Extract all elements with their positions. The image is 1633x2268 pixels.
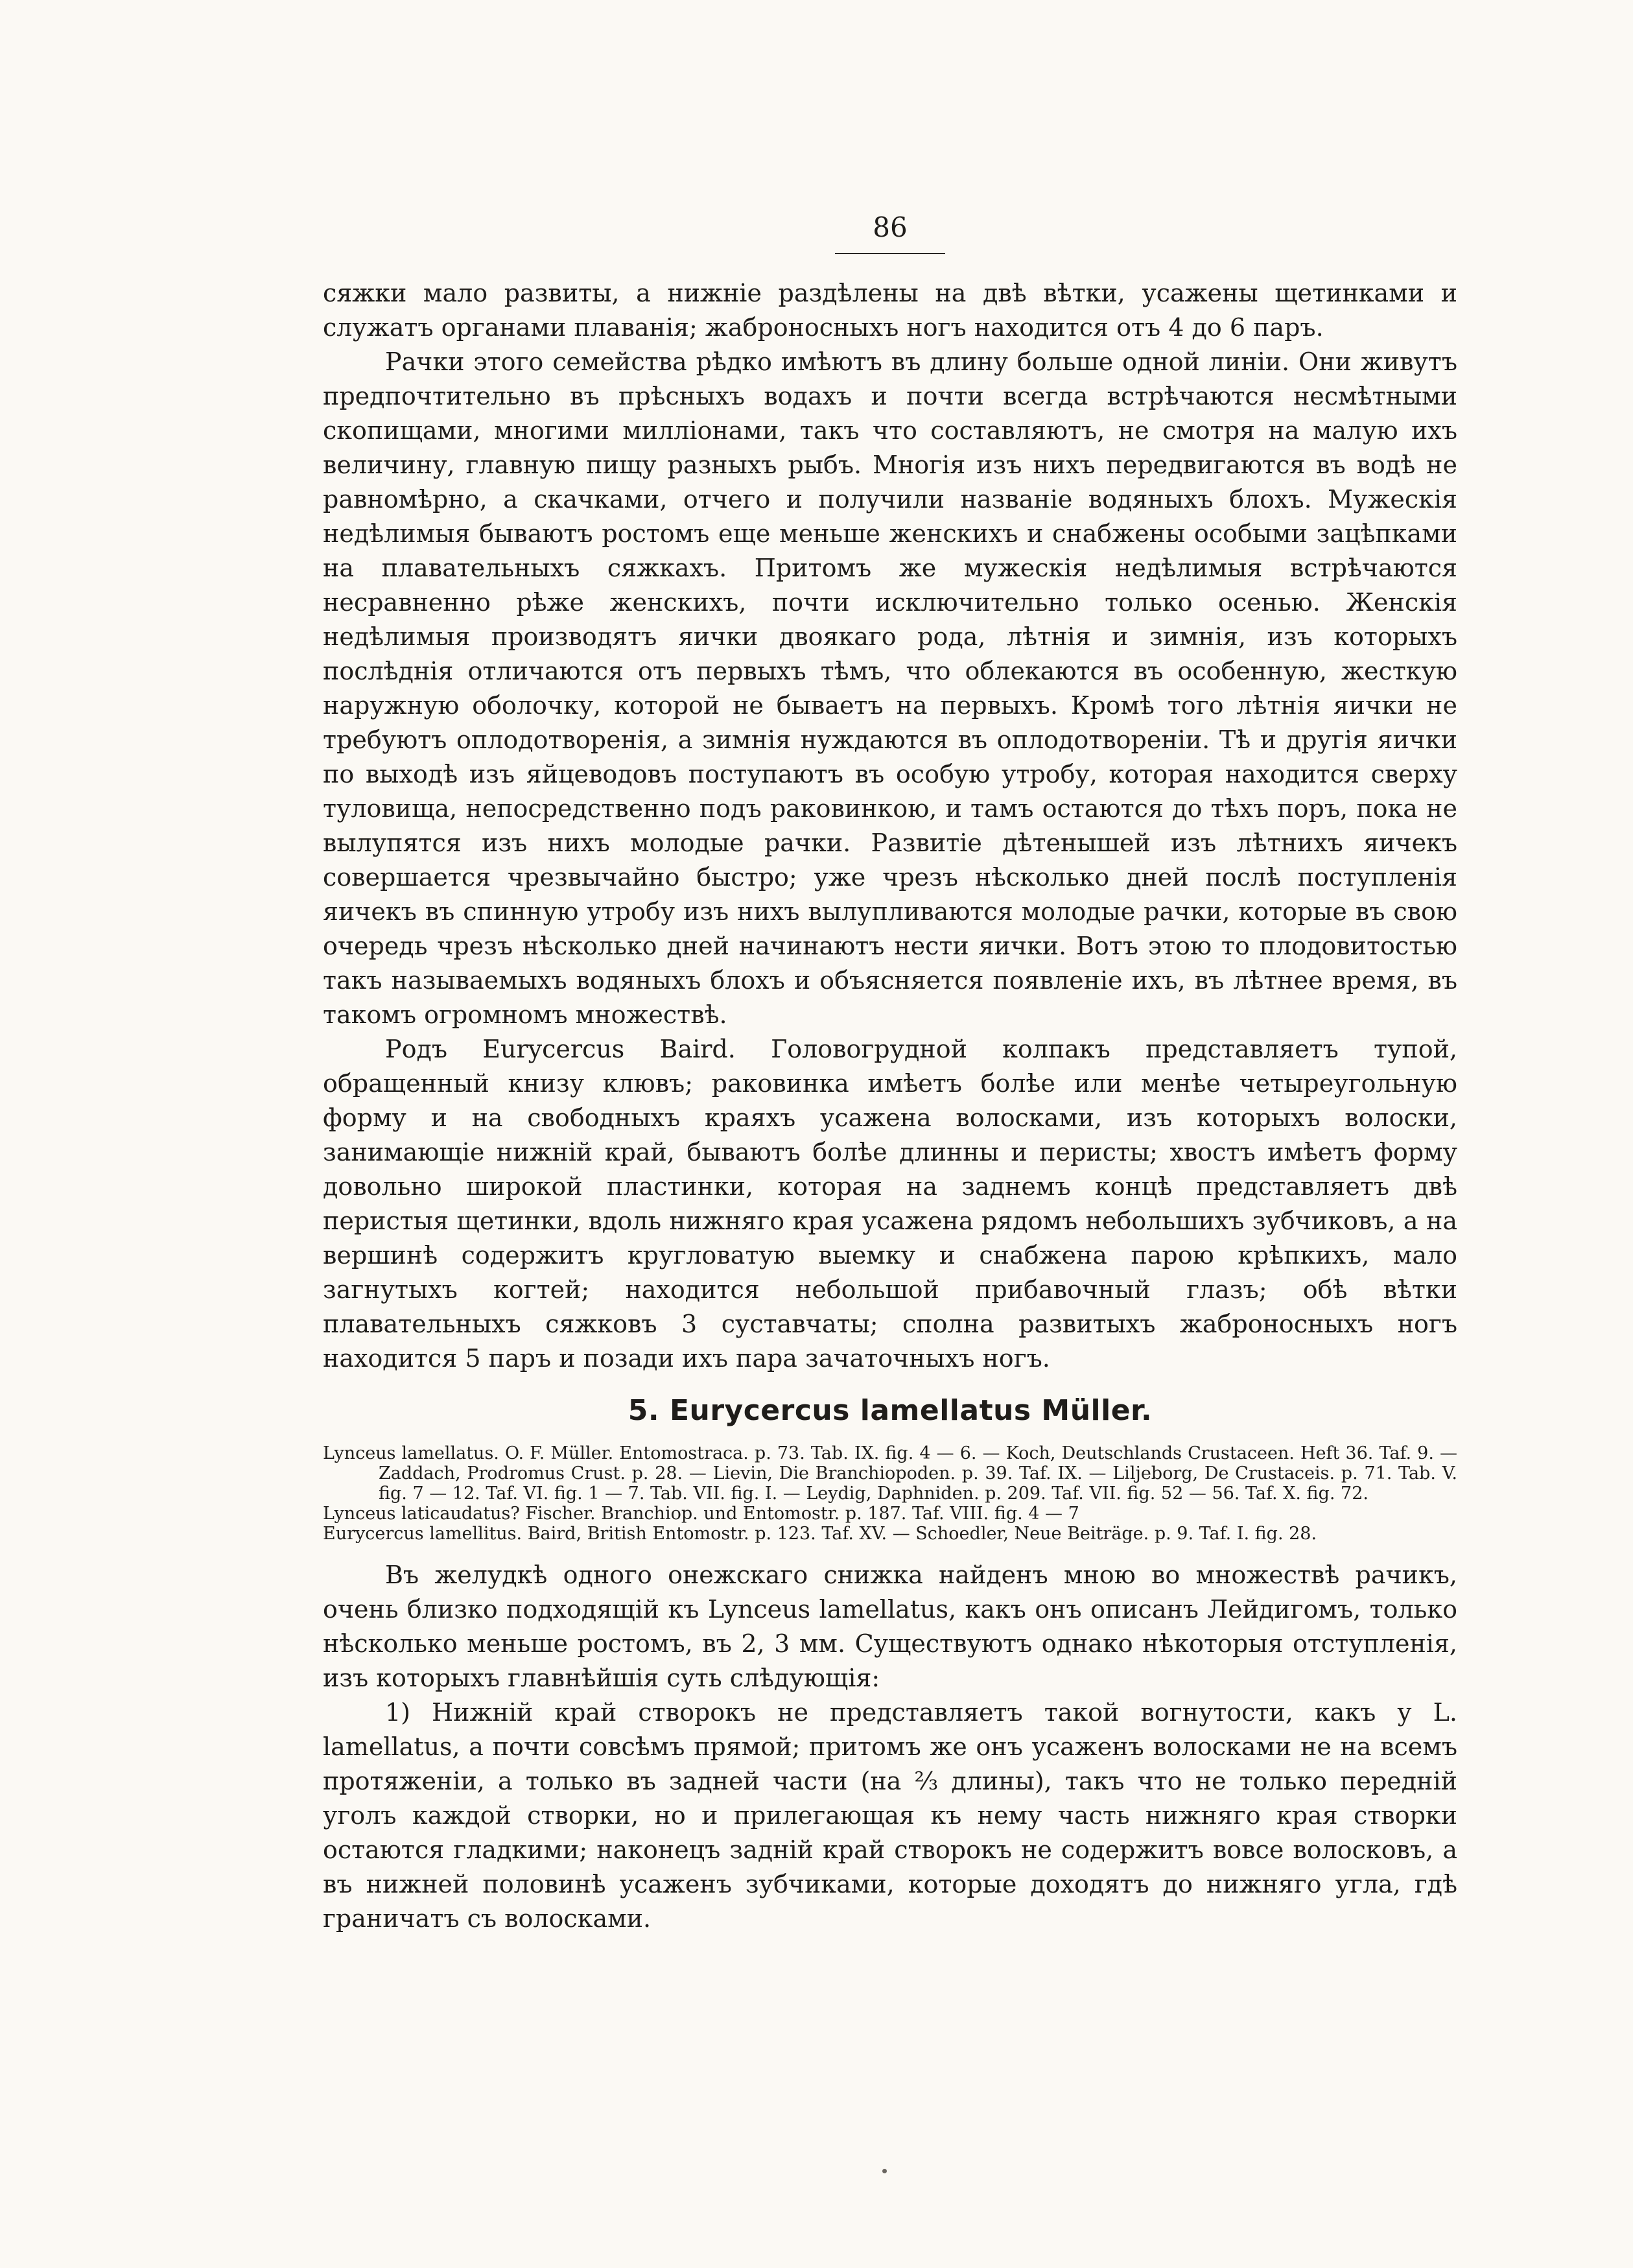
paragraph-family-description: Рачки этого семейства рѣдко имѣютъ въ длину больше одной линіи. Они живутъ предпочтительно въ прѣсныхъ водахъ и почти всегда встрѣчаются несмѣтными скопищами, многими милліонами, такъ что составляютъ, не смотря на малую ихъ величину, главную пищу разныхъ рыбъ. Многія изъ нихъ передвигаются въ водѣ не равномѣрно, а скачками, отчего и получили названіе водяныхъ блохъ. Мужескія недѣлимыя бываютъ ростомъ еще меньше женскихъ и снабжены особыми зацѣпками на плавательныхъ сяжкахъ. Притомъ же мужескія недѣлимыя встрѣчаются несравненно рѣже женскихъ, почти исключительно только осенью. Женскія недѣлимыя производятъ яички двоякаго рода, лѣтнія и зимнія, изъ которыхъ послѣднія отличаются отъ первыхъ тѣмъ, что облекаются въ особенную, жесткую наружную оболочку, которой не бываетъ на первыхъ. Кромѣ того лѣтнія яички не требуютъ оплодотворенія, а зимнія нуждаются въ оплодотвореніи. Тѣ и другія яички по выходѣ изъ яйцеводовъ поступаютъ въ особую утробу, которая находится сверху туловища, непосредственно подъ раковинкою, и тамъ остаются до тѣхъ поръ, пока не вылупятся изъ нихъ молодые рачки. Развитіе дѣтенышей изъ лѣтнихъ яичекъ совершается чрезвычайно быстро; уже чрезъ нѣсколько дней послѣ поступленія яичекъ въ спинную утробу изъ нихъ вылупливаются молодые рачки, которые въ свою очередь чрезъ нѣсколько дней начинаютъ нести яички. Вотъ этою то плодовитостью такъ называемыхъ водяныхъ блохъ и объясняется появленіе ихъ, въ лѣтнее время, въ такомъ огромномъ множествѣ.: [323, 348, 1457, 1029]
reference-entry: Lynceus lamellatus. O. F. Müller. Entomostraca. p. 73. Tab. IX. fig. 4 — 6. — Koch, Deutschlands Crustaceen. Heft 36. Taf. 9. — Zaddach, Prodromus Crust. p. 28. — Lievin, Die Branchiopoden. p. 39. Taf. IX. — Liljeborg, De Crustaceis. p. 71. Tab. V. fig. 7 — 12. Taf. VI. fig. 1 — 7. Tab. VII. fig. I. — Leydig, Daphniden. p. 209. Taf. VII. fig. 52 — 56. Taf. X. fig. 72.: [323, 1443, 1457, 1504]
reference-entry: Eurycercus lamellitus. Baird, British Entomostr. p. 123. Taf. XV. — Schoedler, Neue Beiträge. p. 9. Taf. I. fig. 28.: [323, 1524, 1317, 1544]
page-number-rule: [835, 253, 945, 254]
synonymy-references: [323, 1443, 1457, 1544]
paragraph-observation: Въ желудкѣ одного онежскаго снижка найденъ мною во множествѣ рачикъ, очень близко подходящій къ Lynceus lamellatus, какъ онъ описанъ Лейдигомъ, только нѣсколько меньше ростомъ, въ 2, 3 мм. Существуютъ однако нѣкоторыя отступленія, изъ которыхъ главнѣйшія суть слѣдующія:: [323, 1561, 1457, 1692]
paragraph-difference-1: 1) Нижній край створокъ не представляетъ такой вогнутости, какъ у L. lamellatus, а почти совсѣмъ прямой; притомъ же онъ усаженъ волосками не на всемъ протяженіи, а только въ задней части (на ²⁄₃ длины), такъ что не только передній уголъ каждой створки, но и прилегающая къ нему часть нижняго края створки остаются гладкими; наконецъ задній край створокъ не содержитъ вовсе волосковъ, а въ нижней половинѣ усаженъ зубчиками, которые доходятъ до нижняго угла, гдѣ граничатъ съ волосками.: [323, 1698, 1457, 1933]
paragraph-genus-eurycercus: Родъ Eurycercus Baird. Головогрудной колпакъ представляетъ тупой, обращенный книзу клювъ; раковинка имѣетъ болѣе или менѣе четыреугольную форму и на свободныхъ краяхъ усажена волосками, изъ которыхъ волоски, занимающіе нижній край, бываютъ болѣе длинны и перисты; хвостъ имѣетъ форму довольно широкой пластинки, которая на заднемъ концѣ представляетъ двѣ перистыя щетинки, вдоль нижняго края усажена рядомъ небольшихъ зубчиковъ, а на вершинѣ содержитъ кругловатую выемку и снабжена парою крѣпкихъ, мало загнутыхъ когтей; находится небольшой прибавочный глазъ; обѣ вѣтки плавательныхъ сяжковъ 3 суставчаты; сполна развитыхъ жаброносныхъ ногъ находится 5 паръ и позади ихъ пара зачаточныхъ ногъ.: [323, 1035, 1457, 1373]
library-stamp-dot: [882, 2169, 887, 2173]
page-body: [323, 211, 1457, 1936]
species-heading: 5. Eurycercus lamellatus Müller.: [628, 1394, 1153, 1427]
page-number: 86: [873, 211, 908, 243]
reference-entry: Lynceus laticaudatus? Fischer. Branchiop. und Entomostr. p. 187. Taf. VIII. fig. 4 — 7: [323, 1504, 1079, 1524]
paragraph-continuation: сяжки мало развиты, а нижніе раздѣлены на двѣ вѣтки, усажены щетинками и служатъ органами плаванія; жаброносныхъ ногъ находится отъ 4 до 6 паръ.: [323, 279, 1457, 342]
